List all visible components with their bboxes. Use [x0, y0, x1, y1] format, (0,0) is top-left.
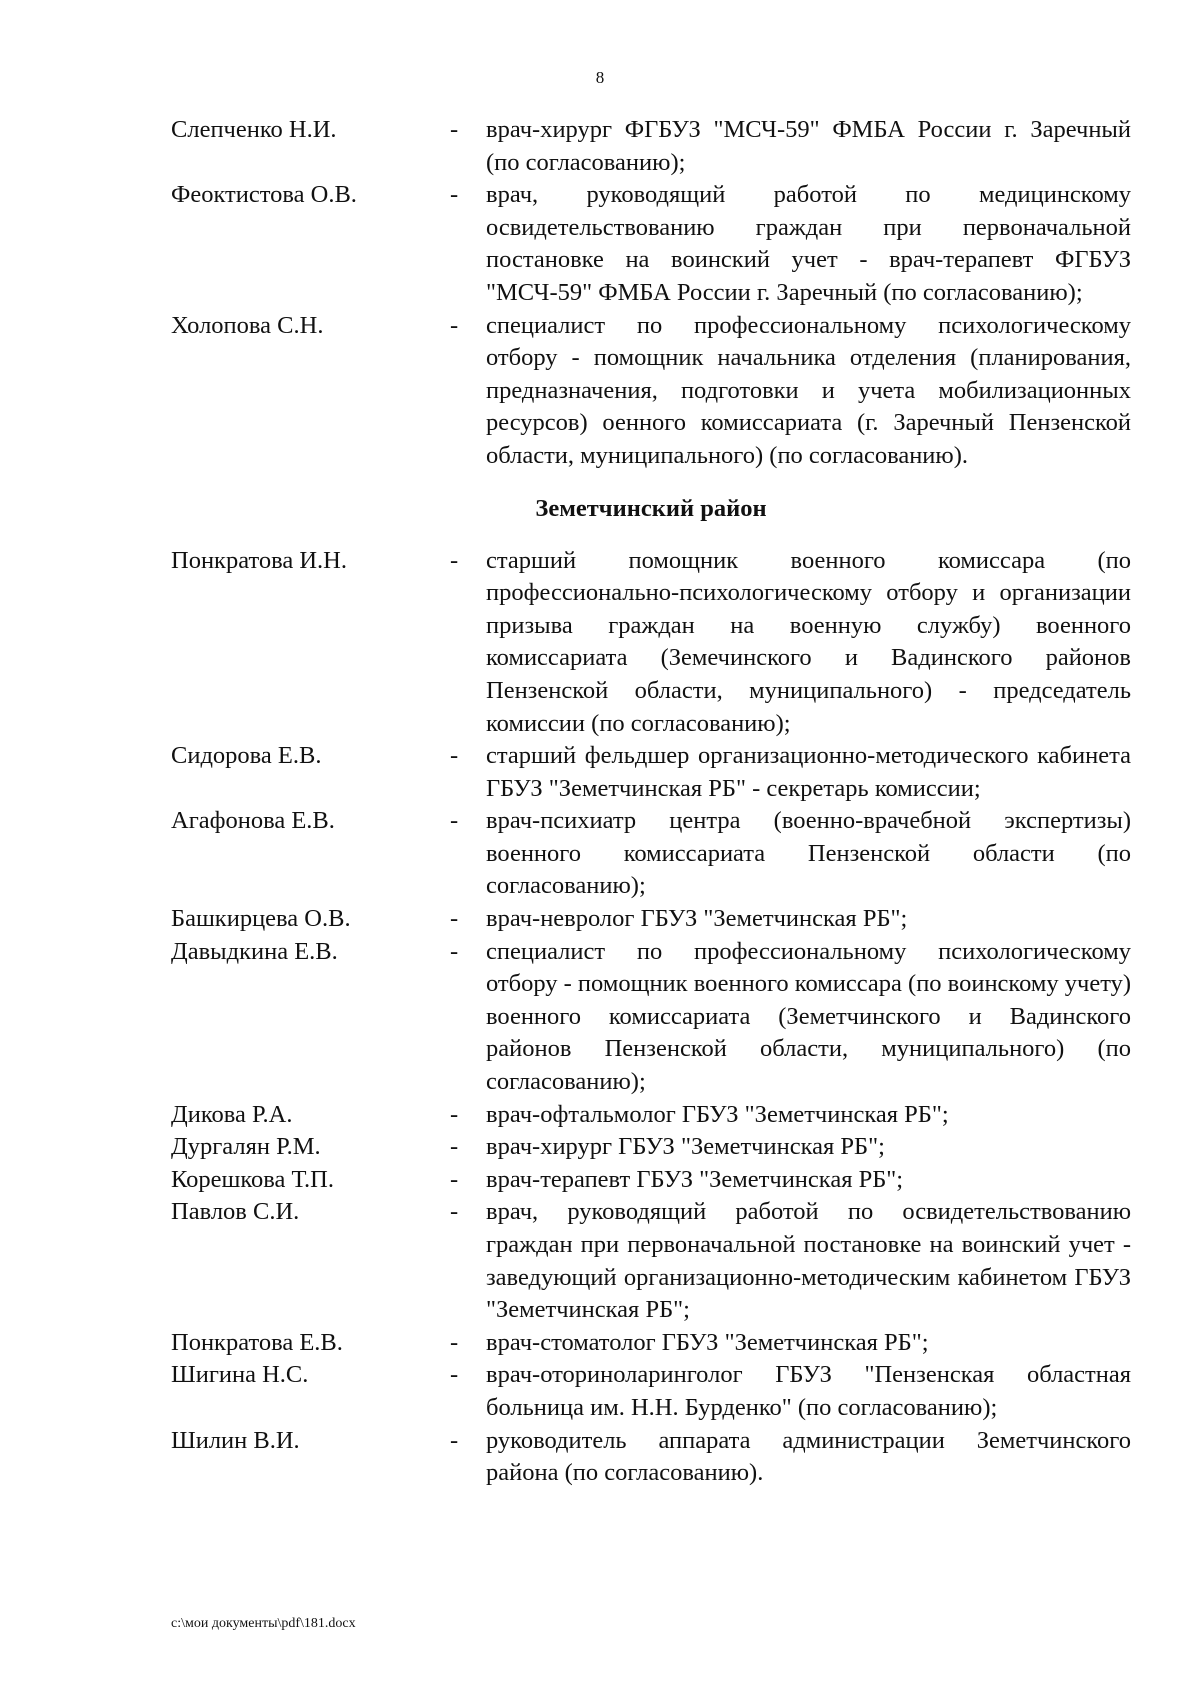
- member-name: Феоктистова О.В.: [171, 181, 357, 209]
- page-number: 8: [595, 68, 605, 87]
- member-position: врач-терапевт ГБУЗ "Земетчинская РБ";: [486, 1165, 904, 1193]
- member-position: врач-хирург ГБУЗ "Земетчинская РБ";: [486, 1133, 885, 1161]
- member-name: Башкирцева О.В.: [171, 905, 351, 933]
- member-entry: [171, 310, 1131, 473]
- member-entry: [171, 545, 1131, 741]
- member-name: Дикова Р.А.: [171, 1100, 293, 1128]
- dash-separator: -: [450, 742, 459, 770]
- member-list-top: [171, 114, 1131, 473]
- dash-separator: -: [450, 807, 459, 835]
- member-name: Понкратова И.Н.: [171, 546, 347, 574]
- member-position: врач-офтальмолог ГБУЗ "Земетчинская РБ";: [486, 1100, 949, 1128]
- member-entry: [171, 936, 1131, 1099]
- dash-separator: -: [450, 1165, 459, 1193]
- dash-separator: -: [450, 116, 459, 143]
- member-position: врач, руководящий работой по медицинскому освидетельствованию граждан при первоначальной постановке на воинский учет - врач-терапевт ФГБУЗ "МСЧ-59" ФМБА России г. Заречный (по согласованию);: [486, 181, 1131, 306]
- member-position: руководитель аппарата администрации Земетчинского района (по согласованию).: [486, 1426, 1131, 1487]
- footer-file-path: c:\мои документы\pdf\181.docx: [171, 1616, 356, 1631]
- member-entry: [171, 1164, 1131, 1197]
- section-title: Земетчинский район: [535, 494, 767, 522]
- member-entry: [171, 1327, 1131, 1360]
- member-name: Дургалян Р.М.: [171, 1133, 321, 1161]
- dash-separator: -: [450, 181, 459, 209]
- member-entry: [171, 805, 1131, 903]
- dash-separator: -: [450, 1426, 459, 1454]
- member-list-bottom: [171, 545, 1131, 1490]
- member-position: специалист по профессиональному психологическому отбору - помощник военного комиссара (по воинскому учету) военного комиссариата (Земетчинского и Вадинского районов Пензенской области, муниципального) (по согласованию);: [486, 937, 1131, 1096]
- member-name: Шилин В.И.: [171, 1426, 300, 1454]
- member-name: Шигина Н.С.: [171, 1361, 309, 1389]
- member-position: специалист по профессиональному психологическому отбору - помощник начальника отделения (планирования, предназначения, подготовки и учета мобилизационных ресурсов) оенного комиссариата (г. Заречный Пензенской области, муниципального) (по согласованию).: [486, 311, 1131, 469]
- dash-separator: -: [450, 546, 459, 574]
- member-entry: [171, 1131, 1131, 1164]
- dash-separator: -: [450, 937, 459, 965]
- member-entry: [171, 114, 1131, 179]
- member-entry: [171, 903, 1131, 936]
- member-position: врач-невролог ГБУЗ "Земетчинская РБ";: [486, 905, 908, 933]
- document-body: [171, 114, 1131, 1490]
- member-entry: [171, 1196, 1131, 1326]
- member-position: старший фельдшер организационно-методического кабинета ГБУЗ "Земетчинская РБ" - секретарь комиссии;: [486, 742, 1131, 802]
- member-name: Агафонова Е.В.: [171, 807, 335, 835]
- member-entry: [171, 1359, 1131, 1424]
- dash-separator: -: [450, 905, 459, 933]
- member-position: врач-психиатр центра (военно-врачебной экспертизы) военного комиссариата Пензенской области (по согласованию);: [486, 807, 1131, 900]
- dash-separator: -: [450, 1198, 459, 1226]
- member-name: Слепченко Н.И.: [171, 116, 337, 143]
- member-name: Сидорова Е.В.: [171, 742, 322, 770]
- member-entry: [171, 1425, 1131, 1490]
- member-position: врач-стоматолог ГБУЗ "Земетчинская РБ";: [486, 1328, 929, 1356]
- member-entry: [171, 1099, 1131, 1132]
- member-name: Понкратова Е.В.: [171, 1328, 343, 1356]
- dash-separator: -: [450, 311, 459, 339]
- member-position: врач, руководящий работой по освидетельствованию граждан при первоначальной постановке на воинский учет - заведующий организационно-методическим кабинетом ГБУЗ "Земетчинская РБ";: [486, 1198, 1131, 1324]
- member-name: Павлов С.И.: [171, 1198, 300, 1226]
- member-name: Корешкова Т.П.: [171, 1165, 334, 1193]
- member-position: врач-хирург ФГБУЗ "МСЧ-59" ФМБА России г. Заречный (по согласованию);: [486, 116, 1131, 176]
- member-position: врач-оториноларинголог ГБУЗ "Пензенская областная больница им. Н.Н. Бурденко" (по согласованию);: [486, 1361, 1131, 1421]
- member-position: старший помощник военного комиссара (по профессионально-психологическому отбору и организации призыва граждан на военную службу) военного комиссариата (Земечинского и Вадинского районов Пензенской области, муниципального) - председатель комиссии (по согласованию);: [486, 546, 1131, 737]
- dash-separator: -: [450, 1100, 459, 1128]
- dash-separator: -: [450, 1361, 459, 1389]
- dash-separator: -: [450, 1328, 459, 1356]
- member-name: Давыдкина Е.В.: [171, 937, 338, 965]
- member-entry: [171, 179, 1131, 309]
- dash-separator: -: [450, 1133, 459, 1161]
- member-entry: [171, 740, 1131, 805]
- member-name: Холопова С.Н.: [171, 311, 324, 339]
